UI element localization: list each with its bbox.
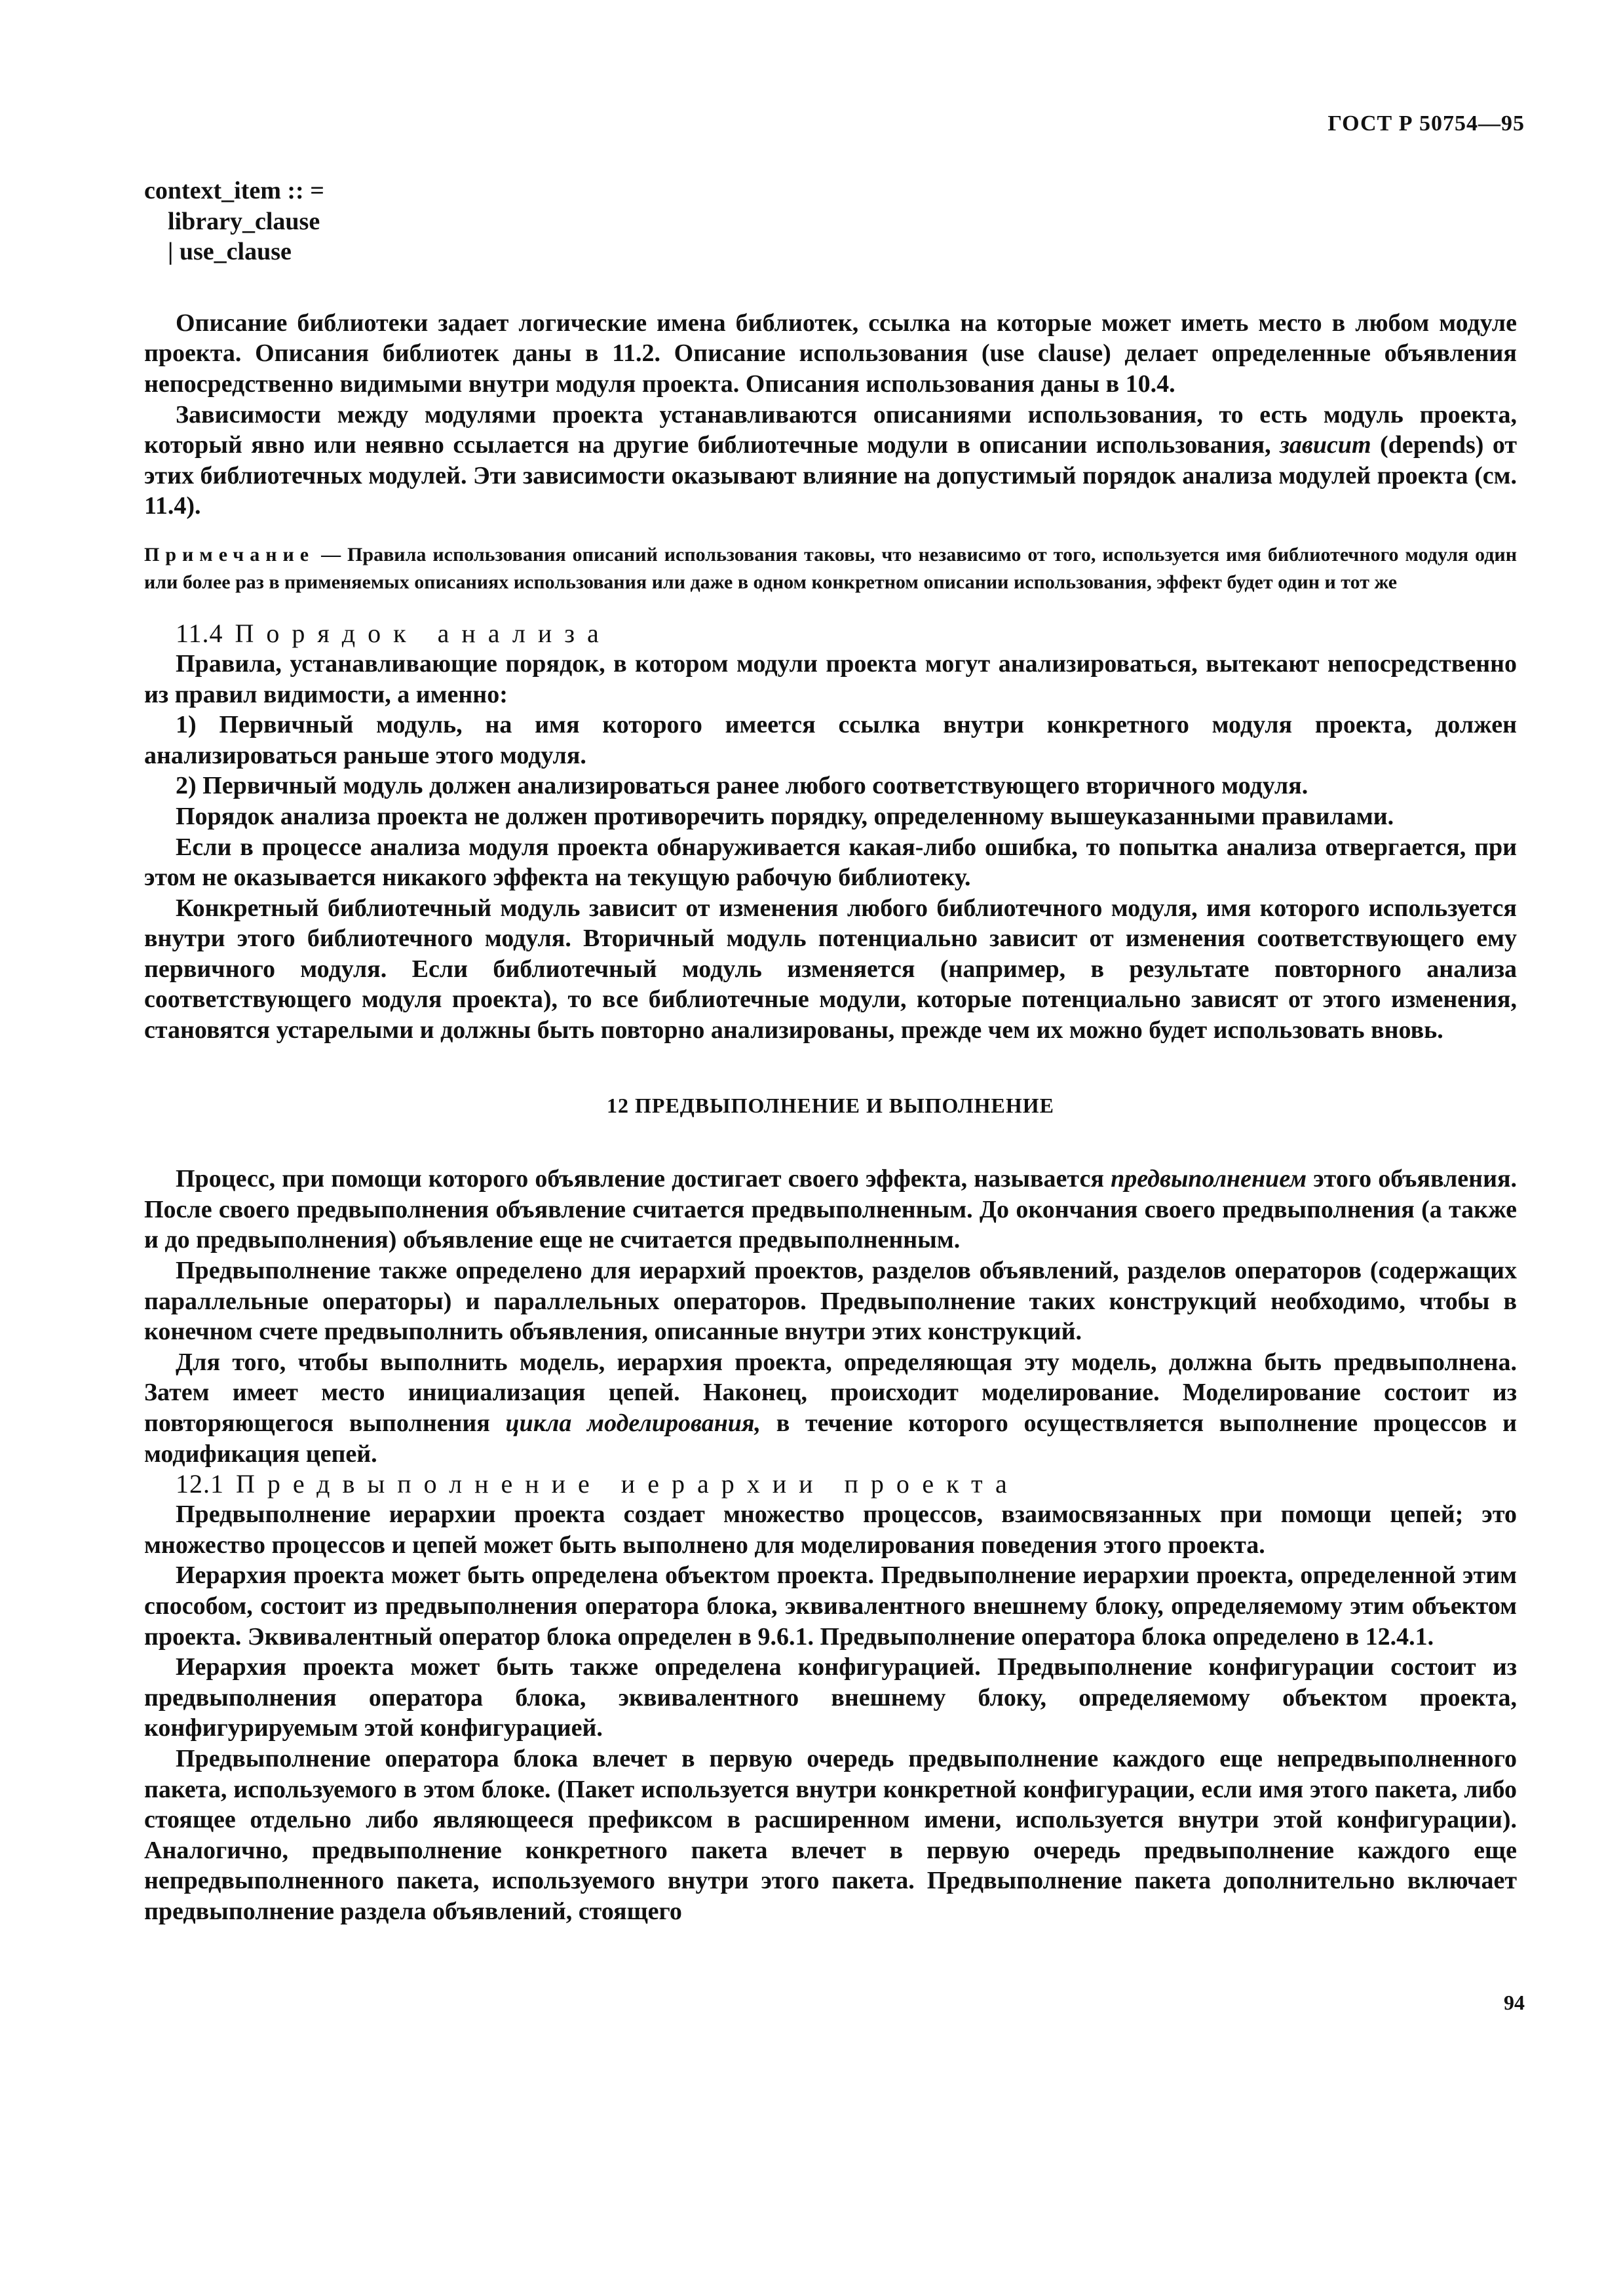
paragraph: Конкретный библиотечный модуль зависит от изменения любого библиотечного модуля, имя которого используется внутри этого библиотечного модуля. Вторичный модуль потенциально зависит от изменения соответствующего ему первичного модуля. Если библиотечный модуль изменяется (например, в результате повторного анализа соответствующего модуля проекта), то все библиотечные модули, которые потенциально зависят от этого изменения, становятся устарелыми и должны быть повторно анализированы, прежде чем их можно будет использовать вновь. <box>144 894 1517 1044</box>
page-number: 94 <box>1504 1991 1525 2014</box>
grammar-rule <box>144 176 1517 267</box>
note-label: Примечание <box>144 543 315 565</box>
subsection-heading: 11.4 Порядок анализа <box>176 618 611 648</box>
subsection-heading: 12.1 Предвыполнение иерархии проекта <box>176 1469 1020 1499</box>
section-heading: 12 ПРЕДВЫПОЛНЕНИЕ И ВЫПОЛНЕНИЕ <box>607 1093 1054 1117</box>
paragraph: Иерархия проекта может быть определена объектом проекта. Предвыполнение иерархии проекта, определенной этим способом, состоит из предвыполнения оператора блока, эквивалентного внешнему блоку, определяемому этим объектом проекта. Эквивалентный оператор блока определен в 9.6.1. Предвыполнение оператора блока определено в 12.4.1. <box>144 1561 1517 1651</box>
grammar-line: | use_clause <box>168 238 292 266</box>
term-emphasis: предвыполнением <box>1111 1165 1307 1193</box>
page-body <box>144 176 1517 1927</box>
paragraph: Предвыполнение также определено для иерархий проектов, разделов объявлений, разделов операторов (содержащих параллельные операторы) и параллельных операторов. Предвыполнение таких конструкций необходимо, чтобы в конечном счете предвыполнить объявления, описанные внутри этих конструкций. <box>144 1257 1517 1346</box>
standard-code-header: ГОСТ Р 50754—95 <box>1327 111 1525 136</box>
paragraph: Правила, устанавливающие порядок, в котором модули проекта могут анализироваться, вытекают непосредственно из правил видимости, а именно: <box>144 649 1517 708</box>
paragraph: Предвыполнение оператора блока влечет в первую очередь предвыполнение каждого еще непредвыполненного пакета, используемого в этом блоке. (Пакет используется внутри конкретной конфигурации, если имя этого пакета, либо стоящее отдельно либо являющееся префиксом в расширенном имени, используется внутри этой конфигурации). Аналогично, предвыполнение конкретного пакета влечет в первую очередь предвыполнение каждого еще непредвыполненного пакета, используемого внутри этого пакета. Предвыполнение пакета дополнительно включает предвыполнение раздела объявлений, стоящего <box>144 1744 1517 1925</box>
rule-item: 1) Первичный модуль, на имя которого имеется ссылка внутри конкретного модуля проекта, должен анализироваться раньше этого модуля. <box>144 711 1517 769</box>
grammar-line: library_clause <box>168 207 320 235</box>
paragraph: Порядок анализа проекта не должен противоречить порядку, определенному вышеуказанными правилами. <box>176 802 1394 830</box>
grammar-line: context_item :: = <box>144 177 324 204</box>
note-text: — Правила использования описаний использования таковы, что независимо от того, используется имя библиотечного модуля один или более раз в применяемых описаниях использования или даже в одном конкретном описании использования, эффект будет один и тот же <box>144 543 1517 593</box>
paragraph: Процесс, при помощи которого объявление достигает своего эффекта, называется предвыполнением этого объявления. После своего предвыполнения объявление считается предвыполненным. До окончания своего предвыполнения (а также и до предвыполнения) объявление еще не считается предвыполненным. <box>144 1165 1518 1254</box>
paragraph: Описание библиотеки задает логические имена библиотек, ссылка на которые может иметь место в любом модуле проекта. Описания библиотек даны в 11.2. Описание использования (use clause) делает определенные объявления непосредственно видимыми внутри модуля проекта. Описания использования даны в 10.4. <box>144 309 1517 398</box>
term-emphasis: цикла моделирования, <box>505 1409 761 1437</box>
paragraph: Иерархия проекта может быть также определена конфигурацией. Предвыполнение конфигурации состоит из предвыполнения оператора блока, эквивалентного внешнему блоку, определяемому объектом проекта, конфигурируемым этой конфигурацией. <box>144 1653 1517 1742</box>
paragraph: Для того, чтобы выполнить модель, иерархия проекта, определяющая эту модель, должна быть предвыполнена. Затем имеет место инициализация цепей. Наконец, происходит моделирование. Моделирование состоит из повторяющегося выполнения цикла моделирования, в течение которого осуществляется выполнение процессов и модификация цепей. <box>144 1348 1517 1468</box>
paragraph: Зависимости между модулями проекта устанавливаются описаниями использования, то есть модуль проекта, который явно или неявно ссылается на другие библиотечные модули в описании использования, зависит (depends) от этих библиотечных модулей. Эти зависимости оказывают влияние на допустимый порядок анализа модулей проекта (см. 11.4). <box>144 400 1518 520</box>
rule-item: 2) Первичный модуль должен анализироваться ранее любого соответствующего вторичного модуля. <box>176 772 1308 800</box>
note <box>144 541 1517 596</box>
paragraph: Если в процессе анализа модуля проекта обнаруживается какая-либо ошибка, то попытка анализа отвергается, при этом не оказывается никакого эффекта на текущую рабочую библиотеку. <box>144 833 1517 892</box>
term-emphasis: зависит <box>1280 431 1371 459</box>
paragraph: Предвыполнение иерархии проекта создает множество процессов, взаимосвязанных при помощи цепей; это множество процессов и цепей может быть выполнено для моделирования поведения этого проекта. <box>144 1501 1517 1559</box>
